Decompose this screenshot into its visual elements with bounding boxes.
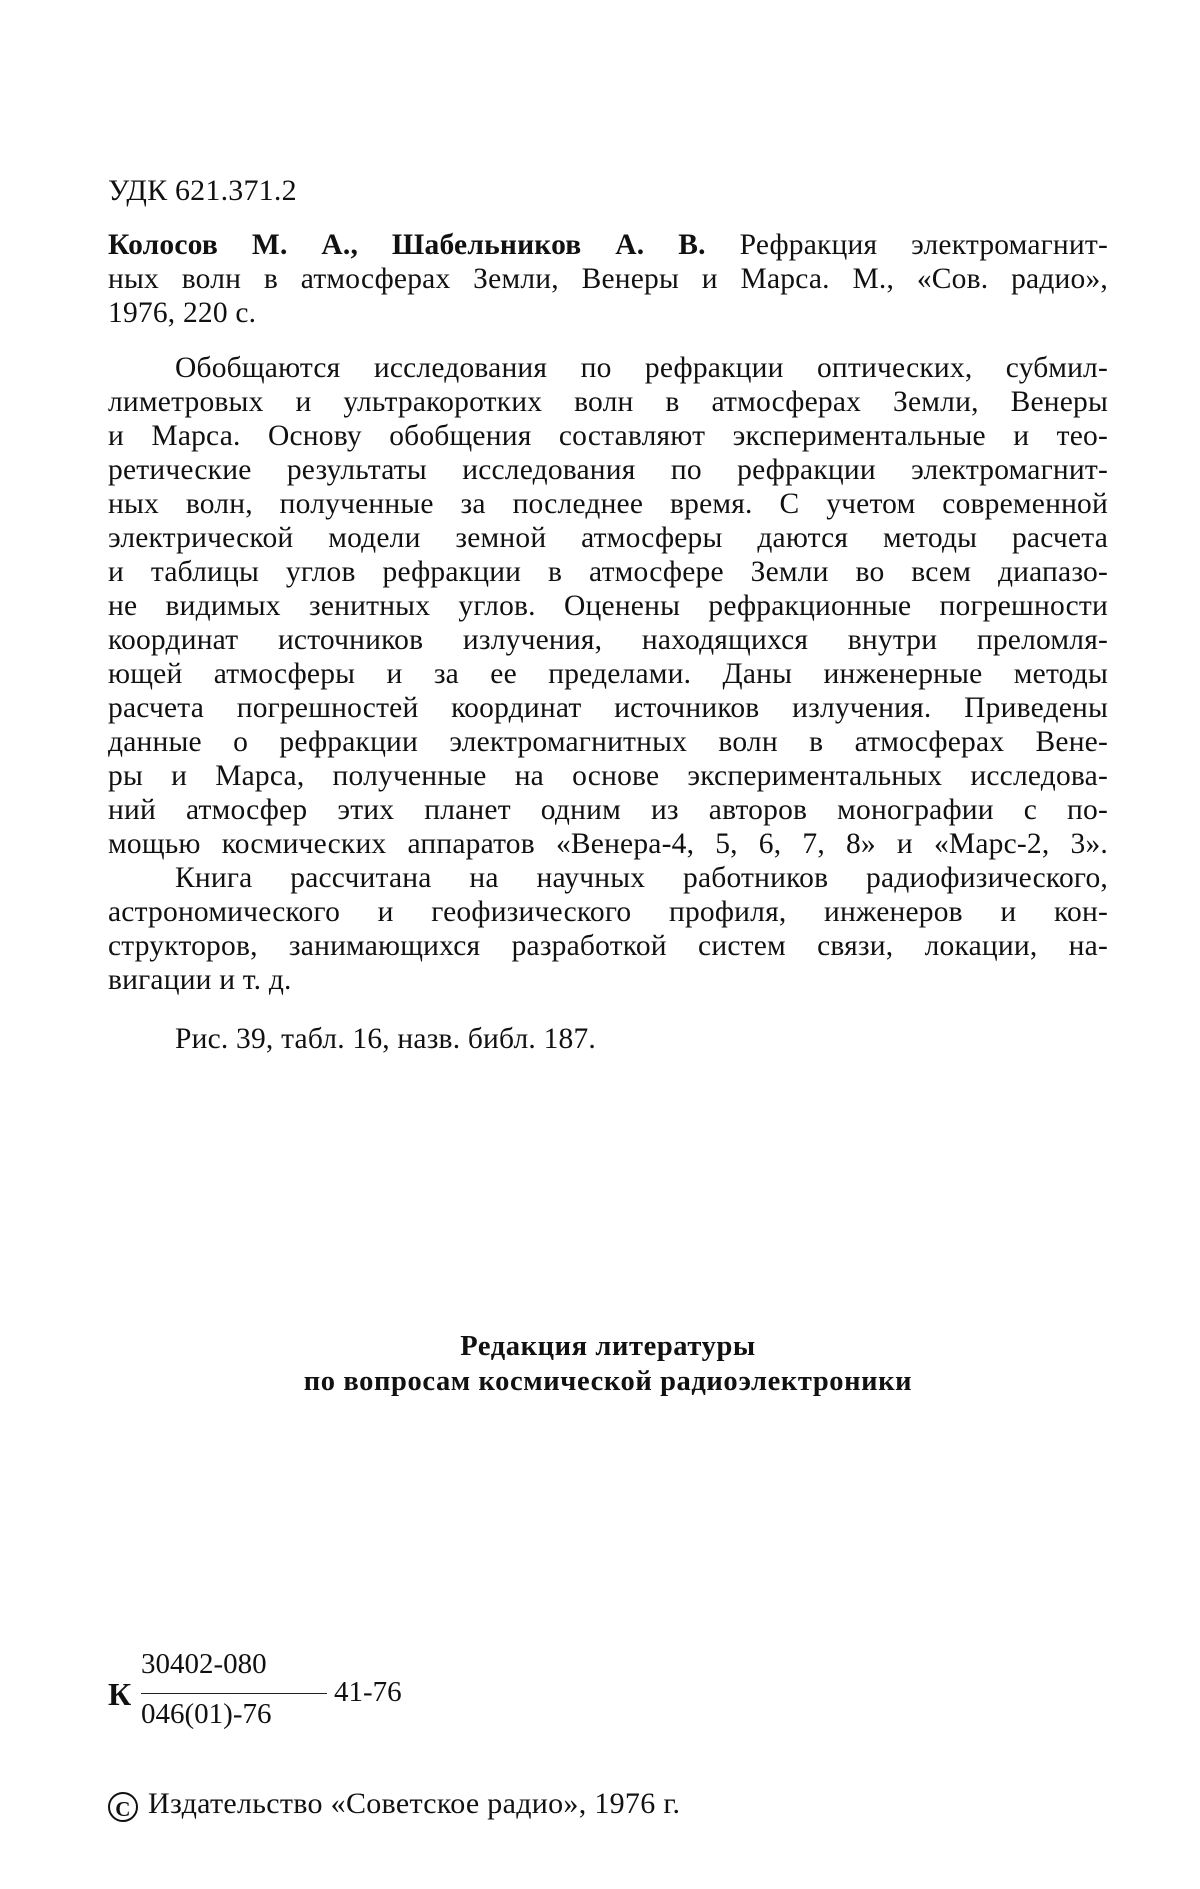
abstract-line: координат источников излучения, находящихся внутри преломля- [108, 624, 1108, 656]
abstract-line: ных волн, полученные за последнее время. С учетом современной [108, 488, 1108, 520]
abstract-line: ний атмосфер этих планет одним из авторов монографии с по- [108, 794, 1108, 826]
abstract-line: расчета погрешностей координат источников излучения. Приведены [108, 692, 1108, 724]
audience-line: астрономического и геофизического профиля, инженеров и кон- [108, 896, 1108, 928]
book-title-start: Рефракция электромагнит- [705, 229, 1109, 261]
catalog-code-denominator: 046(01)-76 [141, 1698, 272, 1730]
catalog-code-numerator: 30402-080 [141, 1648, 267, 1680]
abstract-line: лиметровых и ультракоротких волн в атмосферах Земли, Венеры [108, 386, 1108, 418]
bibliography-line-3: 1976, 220 с. [108, 297, 257, 329]
copyright-symbol-icon: С [108, 1792, 138, 1822]
audience-line: структоров, занимающихся разработкой систем связи, локации, на- [108, 930, 1108, 962]
abstract-line: Обобщаются исследования по рефракции оптических, субмил- [175, 352, 1108, 384]
catalog-code-suffix: 41-76 [334, 1676, 402, 1708]
abstract-line: и Марса. Основу обобщения составляют экспериментальные и тео- [108, 420, 1108, 452]
abstract-line: не видимых зенитных углов. Оценены рефракционные погрешности [108, 590, 1108, 622]
abstract-line: ры и Марса, полученные на основе экспериментальных исследова- [108, 760, 1108, 792]
bibliography-line-2: ных волн в атмосферах Земли, Венеры и Марса. М., «Сов. радио», [108, 263, 1108, 295]
audience-line: вигации и т. д. [108, 964, 292, 996]
abstract-line: ющей атмосферы и за ее пределами. Даны инженерные методы [108, 658, 1108, 690]
abstract-line: и таблицы углов рефракции в атмосфере Земли во всем диапазо- [108, 556, 1108, 588]
audience-line: Книга рассчитана на научных работников радиофизического, [175, 862, 1108, 894]
abstract-line: ретические результаты исследования по рефракции электромагнит- [108, 454, 1108, 486]
abstract-line: электрической модели земной атмосферы даются методы расчета [108, 522, 1108, 554]
authors: Колосов М. А., Шабельников А. В. [108, 229, 706, 261]
abstract-line: мощью космических аппаратов «Венера-4, 5, 6, 7, 8» и «Марс-2, 3». [108, 828, 1108, 860]
book-imprint-page [108, 0, 1108, 1889]
copyright-text: Издательство «Советское радио», 1976 г. [148, 1787, 681, 1820]
catalog-code-fraction-rule [141, 1693, 327, 1694]
abstract-line: данные о рефракции электромагнитных волн в атмосферах Вене- [108, 726, 1108, 758]
catalog-code-letter: К [108, 1676, 132, 1712]
figures-tables-references-note: Рис. 39, табл. 16, назв. библ. 187. [175, 1023, 597, 1055]
catalog-code [108, 1648, 508, 1748]
copyright-notice [108, 1787, 680, 1822]
bibliography-line-1 [108, 229, 1108, 262]
editorial-office-line-2: по вопросам космической радиоэлектроники [303, 1366, 913, 1397]
editorial-office-line-1: Редакция литературы [460, 1331, 756, 1362]
udk-classification: УДК 621.371.2 [108, 174, 297, 207]
